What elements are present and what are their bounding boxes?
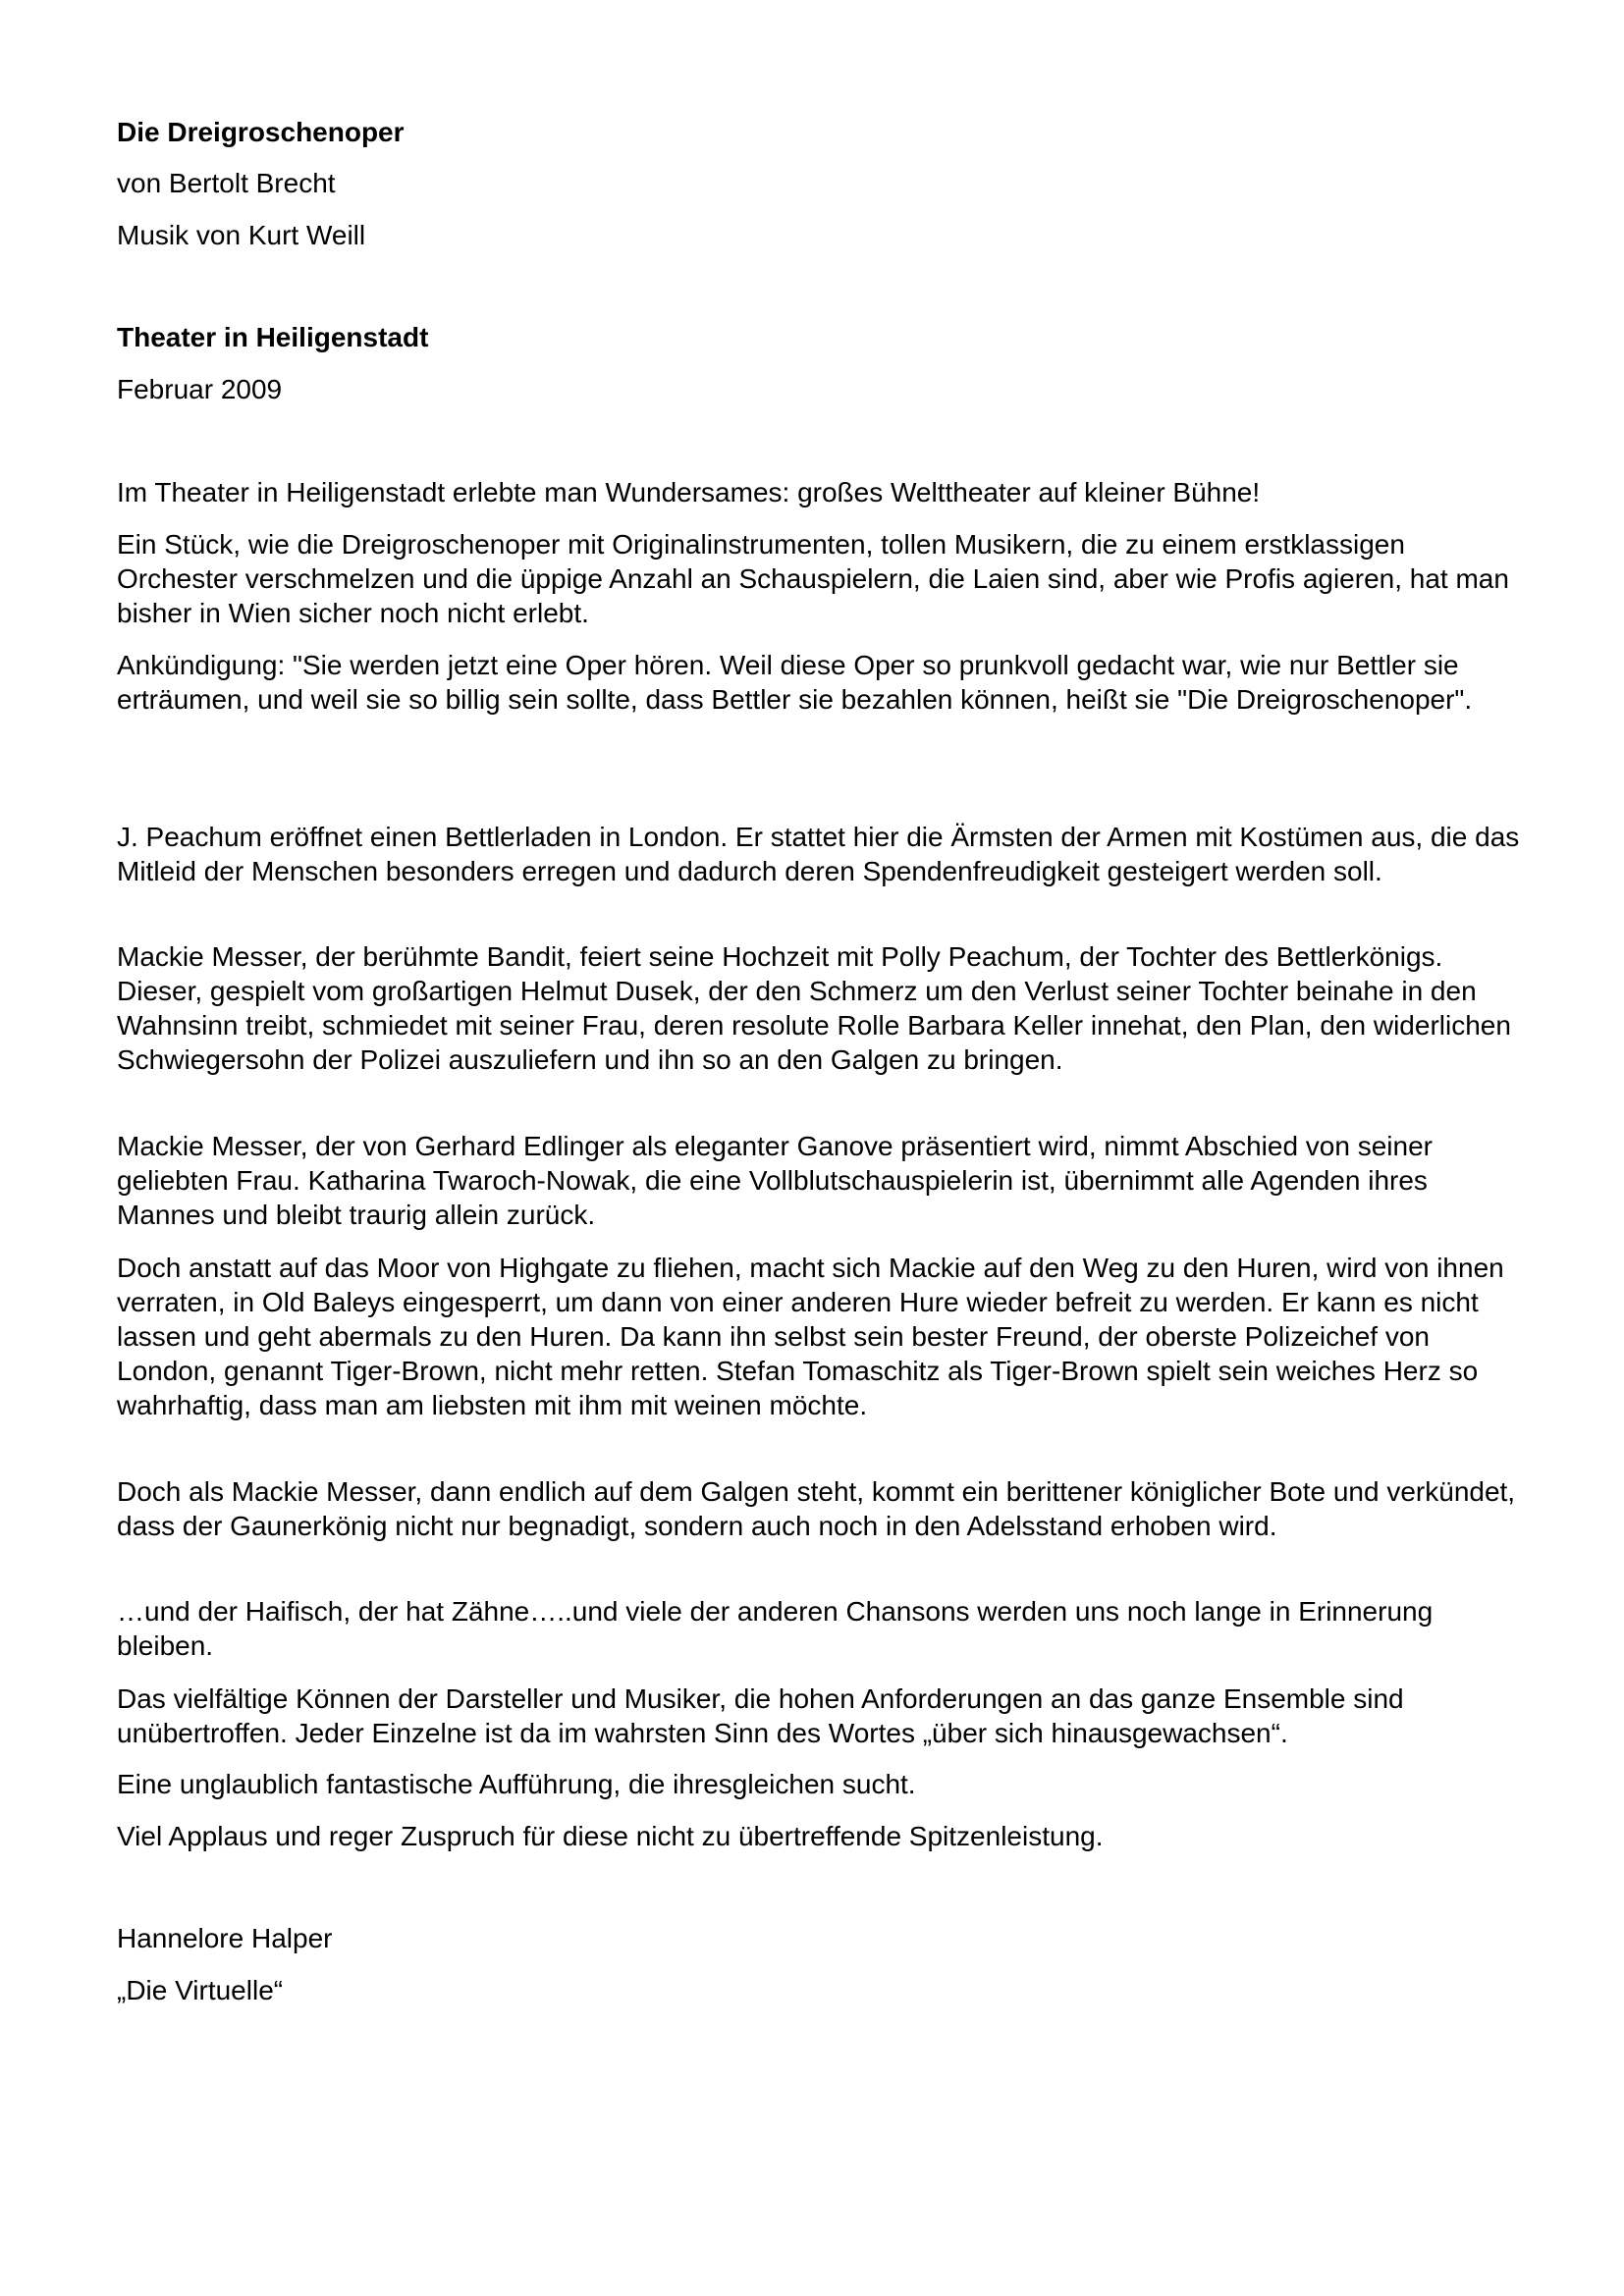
paragraph-applause: Viel Applaus und reger Zuspruch für diese nicht zu übertreffende Spitzenleistung.: [117, 1821, 1104, 1851]
signature-name: Hannelore Halper: [117, 1923, 333, 1953]
paragraph-peachum: J. Peachum eröffnet einen Bettlerladen in London. Er stattet hier die Ärmsten der Armen mit Kostümen aus, die das Mitleid der Menschen besonders erregen und dadurch deren Spendenfreudigkeit gesteigert werden soll.: [117, 822, 1520, 886]
author-line: von Bertolt Brecht: [117, 168, 336, 198]
signature-publication: „Die Virtuelle“: [117, 1975, 284, 2005]
paragraph-performance: Eine unglaublich fantastische Aufführung, die ihresgleichen sucht.: [117, 1769, 916, 1799]
venue-date: Februar 2009: [117, 374, 283, 404]
paragraph-ensemble-praise: Das vielfältige Können der Darsteller und Musiker, die hohen Anforderungen an das ganze Ensemble sind unübertroffen. Jeder Einzelne ist da im wahrsten Sinn des Wortes „über sich hinausgewachsen“.: [117, 1683, 1404, 1748]
paragraph-gallows: Doch als Mackie Messer, dann endlich auf dem Galgen steht, kommt ein berittener königlicher Bote und verkündet, dass der Gaunerkönig nicht nur begnadigt, sondern auch noch in den Adelsstand erhoben wird.: [117, 1476, 1516, 1541]
paragraph-announcement: Ankündigung: "Sie werden jetzt eine Oper hören. Weil diese Oper so prunkvoll gedacht war, wie nur Bettler sie erträumen, und weil sie so billig sein sollte, dass Bettler sie bezahlen können, heißt sie "Die Dreigroschenoper".: [117, 650, 1473, 715]
document-title: Die Dreigroschenoper: [117, 117, 405, 147]
paragraph-farewell: Mackie Messer, der von Gerhard Edlinger als eleganter Ganove präsentiert wird, nimmt Abschied von seiner geliebten Frau. Katharina Twaroch-Nowak, die eine Vollblutschauspielerin ist, übernimmt alle Agenden ihres Mannes und bleibt traurig allein zurück.: [117, 1131, 1433, 1230]
paragraph-ensemble: Ein Stück, wie die Dreigroschenoper mit Originalinstrumenten, tollen Musikern, die zu einem erstklassigen Orchester verschmelzen und die üppige Anzahl an Schauspielern, die Laien sind, aber wie Profis agieren, hat man bisher in Wien sicher noch nicht erlebt.: [117, 529, 1509, 628]
paragraph-highgate: Doch anstatt auf das Moor von Highgate zu fliehen, macht sich Mackie auf den Weg zu den Huren, wird von ihnen verraten, in Old Baleys eingesperrt, um dann von einer anderen Hure wieder befreit zu werden. Er kann es nicht lassen und geht abermals zu den Huren. Da kann ihn selbst sein bester Freund, der oberste Polizeichef von London, genannt Tiger-Brown, nicht mehr retten. Stefan Tomaschitz als Tiger-Brown spielt sein weiches Herz so wahrhaftig, dass man am liebsten mit ihm mit weinen möchte.: [117, 1253, 1504, 1420]
paragraph-chansons: …und der Haifisch, der hat Zähne…..und viele der anderen Chansons werden uns noch lange in Erinnerung bleiben.: [117, 1596, 1434, 1661]
venue-heading: Theater in Heiligenstadt: [117, 322, 429, 352]
composer-line: Musik von Kurt Weill: [117, 220, 366, 250]
paragraph-intro: Im Theater in Heiligenstadt erlebte man Wundersames: großes Welttheater auf kleiner Bühne!: [117, 477, 1261, 507]
paragraph-wedding: Mackie Messer, der berühmte Bandit, feiert seine Hochzeit mit Polly Peachum, der Tochter des Bettlerkönigs. Dieser, gespielt vom großartigen Helmut Dusek, der den Schmerz um den Verlust seiner Tochter beinahe in den Wahnsinn treibt, schmiedet mit seiner Frau, deren resolute Rolle Barbara Keller innehat, den Plan, den widerlichen Schwiegersohn der Polizei auszuliefern und ihn so an den Galgen zu bringen.: [117, 941, 1511, 1075]
